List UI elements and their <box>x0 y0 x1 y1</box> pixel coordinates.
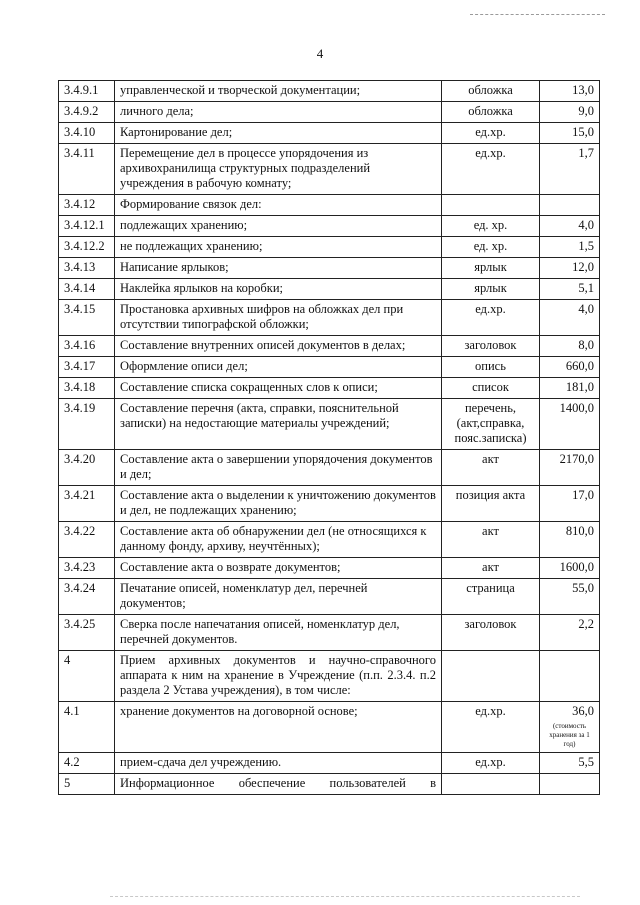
row-unit: позиция акта <box>442 486 540 522</box>
row-value: 8,0 <box>540 336 600 357</box>
table-row <box>59 102 600 123</box>
row-number: 3.4.14 <box>59 279 115 300</box>
table-row <box>59 702 600 753</box>
row-number: 3.4.16 <box>59 336 115 357</box>
table-row <box>59 81 600 102</box>
row-number: 3.4.12 <box>59 195 115 216</box>
row-unit: акт <box>442 522 540 558</box>
row-value: 181,0 <box>540 378 600 399</box>
table-row <box>59 237 600 258</box>
row-value: 810,0 <box>540 522 600 558</box>
row-name: Прием архивных документов и научно-справочного аппарата к ним на хранение в Учреждение (п.п. 2.3.4. п.2 раздела 2 Устава учреждения), в том числе: <box>115 651 442 702</box>
row-number: 3.4.25 <box>59 615 115 651</box>
price-table <box>58 80 600 795</box>
row-name: подлежащих хранению; <box>115 216 442 237</box>
row-value: 1,7 <box>540 144 600 195</box>
row-unit: обложка <box>442 81 540 102</box>
row-name: Простановка архивных шифров на обложках дел при отсутствии типографской обложки; <box>115 300 442 336</box>
row-number: 3.4.10 <box>59 123 115 144</box>
row-name: Написание ярлыков; <box>115 258 442 279</box>
row-unit: заголовок <box>442 336 540 357</box>
row-value: 5,5 <box>540 753 600 774</box>
table-row <box>59 144 600 195</box>
row-number: 3.4.18 <box>59 378 115 399</box>
row-unit: акт <box>442 450 540 486</box>
row-number: 3.4.23 <box>59 558 115 579</box>
row-value: 17,0 <box>540 486 600 522</box>
row-number: 5 <box>59 774 115 795</box>
row-name: не подлежащих хранению; <box>115 237 442 258</box>
row-name: Составление акта о выделении к уничтожению документов и дел, не подлежащих хранению; <box>115 486 442 522</box>
row-value: 1600,0 <box>540 558 600 579</box>
row-unit: перечень, (акт,справка, пояс.записка) <box>442 399 540 450</box>
row-value: 13,0 <box>540 81 600 102</box>
table-row <box>59 579 600 615</box>
page-number: 4 <box>316 46 324 61</box>
table-row <box>59 300 600 336</box>
row-number: 3.4.12.1 <box>59 216 115 237</box>
row-value <box>540 195 600 216</box>
row-value <box>540 774 600 795</box>
row-unit: обложка <box>442 102 540 123</box>
row-name: Формирование связок дел: <box>115 195 442 216</box>
row-name: Перемещение дел в процессе упорядочения из архивохранилища структурных подразделений учреждения в рабочую комнату; <box>115 144 442 195</box>
row-unit <box>442 651 540 702</box>
row-value <box>540 651 600 702</box>
row-unit: ед. хр. <box>442 216 540 237</box>
row-unit: ед.хр. <box>442 123 540 144</box>
row-name: Сверка после напечатания описей, номенклатур дел, перечней документов. <box>115 615 442 651</box>
row-value: 1,5 <box>540 237 600 258</box>
row-number: 3.4.9.1 <box>59 81 115 102</box>
row-name: личного дела; <box>115 102 442 123</box>
table-row <box>59 378 600 399</box>
row-unit: опись <box>442 357 540 378</box>
row-number: 3.4.15 <box>59 300 115 336</box>
row-unit: акт <box>442 558 540 579</box>
row-number: 3.4.9.2 <box>59 102 115 123</box>
row-number: 3.4.22 <box>59 522 115 558</box>
row-unit: ед.хр. <box>442 300 540 336</box>
row-unit: ед. хр. <box>442 237 540 258</box>
row-number: 4 <box>59 651 115 702</box>
row-value: 2,2 <box>540 615 600 651</box>
table-row <box>59 336 600 357</box>
row-unit: список <box>442 378 540 399</box>
row-name: Составление акта о возврате документов; <box>115 558 442 579</box>
table-row <box>59 258 600 279</box>
row-name: Составление внутренних описей документов в делах; <box>115 336 442 357</box>
row-value: 55,0 <box>540 579 600 615</box>
row-name: Картонирование дел; <box>115 123 442 144</box>
row-unit <box>442 774 540 795</box>
row-unit: заголовок <box>442 615 540 651</box>
row-unit: ярлык <box>442 279 540 300</box>
row-number: 4.2 <box>59 753 115 774</box>
row-number: 4.1 <box>59 702 115 753</box>
table-row <box>59 774 600 795</box>
row-value: 15,0 <box>540 123 600 144</box>
row-name: прием-сдача дел учреждению. <box>115 753 442 774</box>
row-value: 5,1 <box>540 279 600 300</box>
row-number: 3.4.12.2 <box>59 237 115 258</box>
table-row <box>59 357 600 378</box>
row-value-note: (стоимость хранения за 1 год) <box>549 722 590 748</box>
row-value: 12,0 <box>540 258 600 279</box>
table-row <box>59 399 600 450</box>
table-row <box>59 615 600 651</box>
row-value: 36,0 <box>572 704 594 718</box>
row-name: Наклейка ярлыков на коробки; <box>115 279 442 300</box>
row-number: 3.4.21 <box>59 486 115 522</box>
table-row <box>59 558 600 579</box>
row-name: Составление акта об обнаружении дел (не относящихся к данному фонду, архиву, неучтённых); <box>115 522 442 558</box>
row-number: 3.4.19 <box>59 399 115 450</box>
table-row <box>59 123 600 144</box>
row-name: Оформление описи дел; <box>115 357 442 378</box>
row-name: Составление списка сокращенных слов к описи; <box>115 378 442 399</box>
table-row <box>59 753 600 774</box>
row-value: 2170,0 <box>540 450 600 486</box>
row-value: 660,0 <box>540 357 600 378</box>
row-value-cell <box>540 702 600 753</box>
table-row <box>59 279 600 300</box>
row-value: 1400,0 <box>540 399 600 450</box>
table-row <box>59 522 600 558</box>
table-row <box>59 216 600 237</box>
row-number: 3.4.17 <box>59 357 115 378</box>
row-value: 9,0 <box>540 102 600 123</box>
row-value: 4,0 <box>540 300 600 336</box>
table-row <box>59 486 600 522</box>
row-number: 3.4.13 <box>59 258 115 279</box>
row-unit: ед.хр. <box>442 144 540 195</box>
row-number: 3.4.20 <box>59 450 115 486</box>
table-row <box>59 450 600 486</box>
table-row <box>59 651 600 702</box>
row-unit: ярлык <box>442 258 540 279</box>
table-row <box>59 195 600 216</box>
row-value: 4,0 <box>540 216 600 237</box>
row-unit: ед.хр. <box>442 753 540 774</box>
scan-artifact-bottom <box>110 896 580 898</box>
row-unit: страница <box>442 579 540 615</box>
row-name: Составление перечня (акта, справки, пояснительной записки) на недостающие материалы учреждений; <box>115 399 442 450</box>
row-number: 3.4.11 <box>59 144 115 195</box>
row-name: Составление акта о завершении упорядочения документов и дел; <box>115 450 442 486</box>
row-name: Информационное обеспечение пользователей в <box>115 774 442 795</box>
row-name: Печатание описей, номенклатур дел, перечней документов; <box>115 579 442 615</box>
row-name: управленческой и творческой документации; <box>115 81 442 102</box>
row-unit <box>442 195 540 216</box>
row-name: хранение документов на договорной основе; <box>115 702 442 753</box>
row-unit: ед.хр. <box>442 702 540 753</box>
scan-artifact-top <box>470 14 605 16</box>
row-number: 3.4.24 <box>59 579 115 615</box>
